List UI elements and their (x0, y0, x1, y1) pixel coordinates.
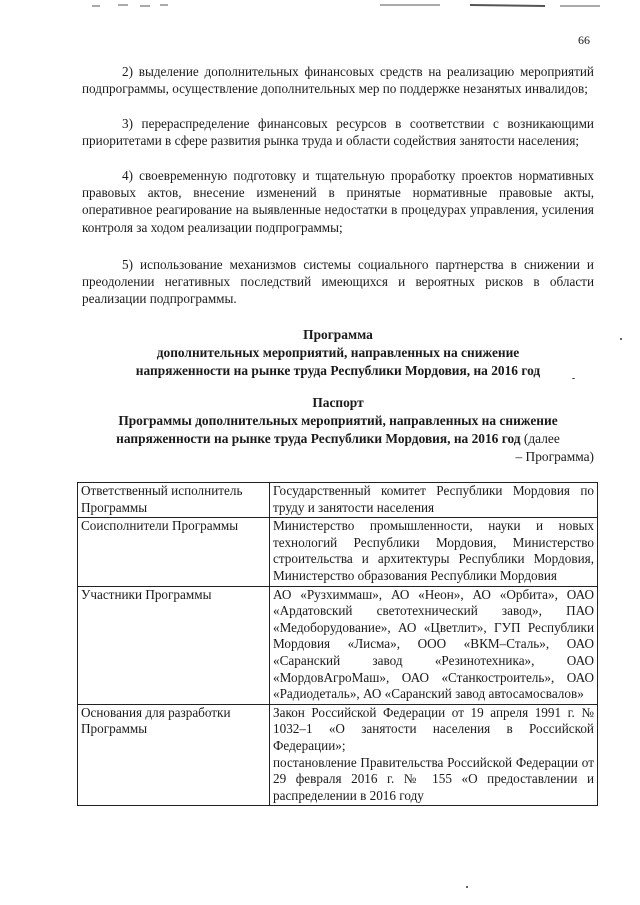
scan-speck (466, 886, 468, 888)
row-value-co-executors: Министерство промышленности, науки и новых технологий Республики Мордовия, Министерство строительства и архитектуры Республики Мордовия, Министерство образования Республики Мордовия (270, 518, 598, 586)
paragraph-item-3: 3) перераспределение финансовых ресурсов в соответствии с возникающими приоритетами в сфере развития рынка труда и области содействия занятости населения; (82, 116, 594, 149)
program-heading-line3: напряженности на рынке труда Республики Мордовия, на 2016 год (135, 363, 541, 378)
program-heading-line1: Программа (303, 327, 373, 342)
passport-table (77, 482, 598, 806)
passport-heading (82, 394, 594, 466)
row-value-participants: АО «Рузхиммаш», АО «Неон», АО «Орбита», ОАО «Ардатовский светотехнический завод», ПАО «Медоборудование», АО «Цветлит», ГУП Республики Мордовия «Лисма», ООО «ВКМ–Сталь», ОАО «Саранский завод «Резинотехника», ОАО «МордовАгроМаш», ОАО «Станкостроитель», ОАО «Радиодеталь», АО «Саранский завод автосамосвалов» (270, 586, 598, 704)
page-number: 66 (578, 33, 590, 47)
row-label-co-executors: Соисполнители Программы (78, 518, 270, 586)
passport-heading-line3 (82, 430, 594, 448)
paragraph-item-2: 2) выделение дополнительных финансовых средств на реализацию мероприятий подпрограммы, осуществление дополнительных мер по поддержке незанятых инвалидов; (82, 64, 594, 97)
passport-heading-line3-normal: (далее (520, 431, 560, 446)
program-heading (82, 326, 594, 380)
passport-heading-line1: Паспорт (312, 395, 364, 410)
scan-speck (572, 378, 575, 379)
grounds-law: Закон Российской Федерации от 19 апреля 1991 г. № 1032–1 «О занятости населения в Российской Федерации»; (273, 704, 594, 753)
passport-heading-line3-bold: напряженности на рынке труда Республики Мордовия, на 2016 год (116, 431, 521, 446)
grounds-resolution: постановление Правительства Российской Федерации от 29 февраля 2016 г. № 155 «О предоставлении и распределении в 2016 году (273, 754, 594, 803)
row-label-participants: Участники Программы (78, 586, 270, 704)
scan-artifact-top (0, 0, 640, 14)
program-heading-line2: дополнительных мероприятий, направленных на снижение (156, 345, 520, 360)
row-label-grounds: Основания для разработки Программы (78, 704, 270, 806)
row-value-grounds (270, 704, 598, 806)
row-label-responsible: Ответственный исполнитель Программы (78, 483, 270, 518)
table-row (78, 518, 598, 586)
passport-heading-line4: – Программа) (515, 449, 594, 464)
table-row (78, 704, 598, 806)
paragraph-item-5: 5) использование механизмов системы социального партнерства в снижении и преодолении негативных последствий имеющихся и вероятных рисков в области реализации подпрограммы. (82, 257, 594, 307)
paragraph-item-4: 4) своевременную подготовку и тщательную проработку проектов нормативных правовых актов, внесение изменений в принятые нормативные правовые акты, оперативное реагирование на выявленные недостатки в процедурах управления, усиления контроля за ходом реализации подпрограммы; (82, 168, 594, 235)
passport-heading-line2: Программы дополнительных мероприятий, направленных на снижение (118, 413, 558, 428)
scan-speck (620, 338, 622, 340)
table-row (78, 586, 598, 704)
table-row (78, 483, 598, 518)
row-value-responsible: Государственный комитет Республики Мордовия по труду и занятости населения (270, 483, 598, 518)
